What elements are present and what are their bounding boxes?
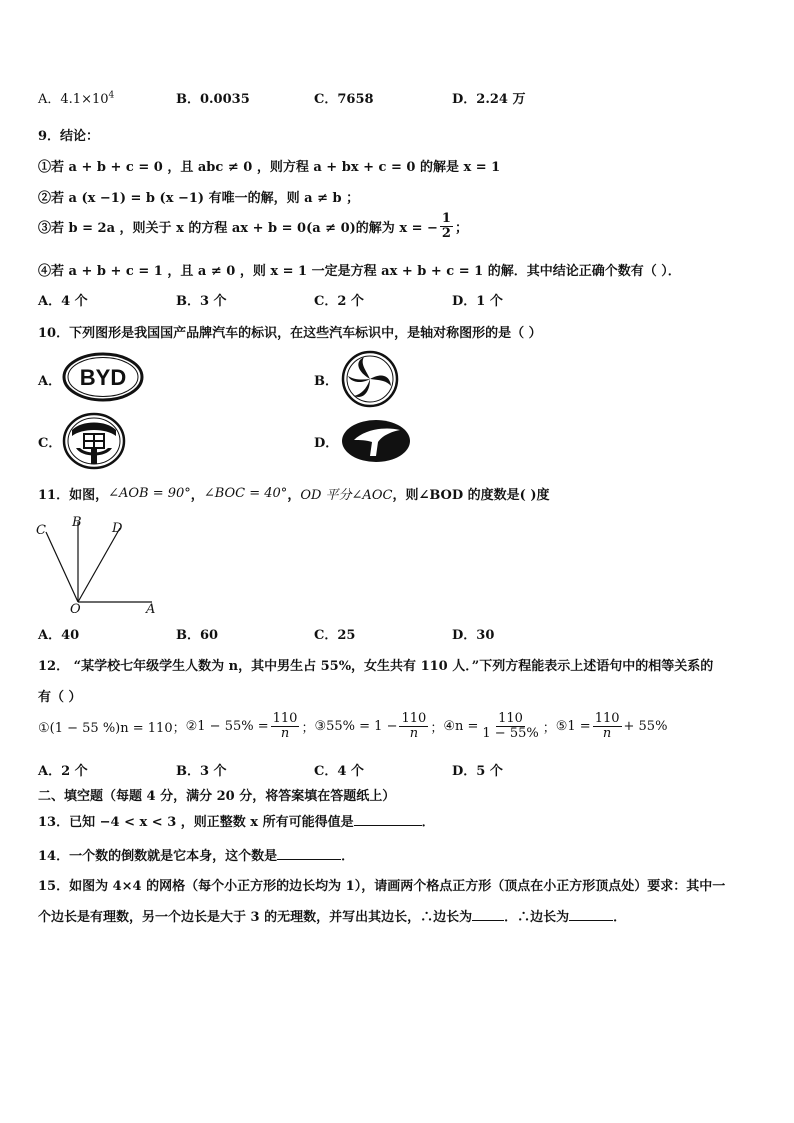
swirl-logo-icon [340, 350, 400, 408]
q11-separator-1: ， [190, 488, 204, 503]
ray-oc [46, 532, 78, 602]
q12-equation-2-left: ②1 − 55% = [185, 718, 269, 734]
q10-label-d: D． [314, 436, 339, 451]
q12-option-b: B．3 个 [176, 764, 227, 779]
point-d-label: D [112, 521, 123, 536]
q8-option-a-exponent: 4 [108, 90, 115, 101]
q12-equation-3-left: ③55% = 1 − [314, 718, 398, 734]
q15-answer-blank-1[interactable] [472, 919, 504, 921]
q9-statement-3 [38, 212, 468, 240]
ray-od [78, 528, 120, 602]
q12-equation-1: ①(1 − 55 %)n = 110； [38, 720, 186, 736]
q12-equation-4-end: ； [542, 720, 556, 736]
q9-option-c: C．2 个 [314, 294, 364, 309]
fraction-numerator: 110 [498, 711, 523, 726]
q11-option-d: D．30 [452, 628, 495, 643]
q11-angle-diagram [32, 512, 162, 616]
oval-logo-icon [340, 418, 412, 464]
fraction-denominator: 1 − 55% [482, 725, 539, 741]
q12-equation-3-end: ； [430, 720, 444, 736]
point-a-label: A [146, 602, 156, 616]
fraction-numerator: 110 [594, 711, 620, 726]
q8-option-a-value: 4.1×10 [60, 92, 109, 107]
q9-option-d: D．1 个 [452, 294, 503, 309]
q12-equation-5-fraction [593, 712, 622, 740]
q9-title: 9．结论： [38, 129, 100, 144]
q8-option-d: D．2.24 万 [452, 92, 526, 107]
q11-stem-question: ，则∠BOD 的度数是( )度 [392, 488, 550, 503]
q11-bisector: OD 平分∠AOC [300, 488, 393, 503]
q15-text: 个边长是有理数，另一个边长是大于 3 的无理数，并写出其边长，∴边长为 [38, 910, 473, 925]
q14-answer-blank[interactable] [277, 858, 341, 860]
q9-statement-3-end: ； [454, 220, 468, 236]
brilliance-logo-icon [62, 412, 126, 470]
q11-option-a: A．40 [38, 628, 80, 643]
fraction-denominator: n [602, 725, 612, 741]
fraction-denominator: n [280, 725, 290, 741]
q10-stem: 10．下列图形是我国国产品牌汽车的标识，在这些汽车标识中，是轴对称图形的是（ ） [38, 326, 542, 341]
q13 [38, 811, 435, 830]
q11-separator-2: ， [287, 488, 301, 503]
q8-option-b: B．0.0035 [176, 92, 250, 107]
byd-logo-icon [62, 352, 144, 402]
q15-text-middle: ．∴边长为 [504, 910, 570, 925]
q9-statement-2: ②若 a (x −1) = b (x −1) 有唯一的解，则 a ≠ b ； [38, 191, 360, 206]
q12-equation-5-left: ⑤1 = [555, 718, 591, 734]
byd-logo-text: BYD [79, 365, 127, 390]
fraction-denominator: 2 [441, 225, 451, 241]
q15-line-2 [38, 906, 626, 925]
q12-equation-5-end: + 55% [623, 718, 668, 734]
q10-label-c: C． [38, 436, 62, 451]
q8-option-a-label: A． [38, 92, 61, 107]
q14 [38, 845, 354, 864]
fraction-denominator: n [409, 725, 419, 741]
q8-option-c: C．7658 [314, 92, 374, 107]
q11-stem [38, 484, 550, 503]
point-c-label: C [36, 523, 46, 538]
q9-option-b: B．3 个 [176, 294, 227, 309]
q11-angle-boc: ∠BOC = 40° [203, 486, 288, 501]
q11-option-b: B．60 [176, 628, 219, 643]
q13-answer-blank[interactable] [354, 824, 422, 826]
q15-end: ． [613, 910, 627, 925]
fraction-numerator: 110 [272, 711, 298, 726]
q12-equation-2-fraction [271, 712, 300, 740]
q8-option-a [38, 88, 114, 107]
section-2-heading: 二、填空题（每题 4 分，满分 20 分，将答案填在答题纸上） [38, 789, 396, 804]
q12-equation-2-end: ； [301, 720, 315, 736]
q14-end: ． [341, 849, 355, 864]
q9-statement-3-text: ③若 b = 2a ，则关于 x 的方程 ax + b = 0(a ≠ 0)的解为 x = − [38, 220, 438, 236]
q11-stem-intro: 11．如图， [38, 488, 109, 503]
q13-end: ． [421, 815, 435, 830]
q11-option-c: C．25 [314, 628, 356, 643]
fraction-numerator: 110 [401, 711, 427, 726]
fraction-numerator: 1 [441, 211, 451, 226]
q9-statement-1: ①若 a + b + c = 0 ，且 abc ≠ 0 ，则方程 a + bx + c = 0 的解是 x = 1 [38, 160, 501, 175]
q10-label-b: B． [314, 374, 338, 389]
q15-answer-blank-2[interactable] [569, 919, 613, 921]
q10-label-a: A． [38, 374, 62, 389]
q15-line-1: 15．如图为 4×4 的网格（每个小正方形的边长均为 1），请画两个格点正方形（顶点在小正方形顶点处）要求：其中一 [38, 879, 726, 894]
point-b-label: B [72, 515, 82, 530]
q9-statement-4: ④若 a + b + c = 1 ，且 a ≠ 0 ，则 x = 1 一定是方程 ax + b + c = 1 的解．其中结论正确个数有（ ）． [38, 264, 681, 279]
point-o-label: O [70, 602, 81, 616]
q12-option-a: A．2 个 [38, 764, 88, 779]
q11-angle-aob: ∠AOB = 90° [108, 486, 191, 501]
q12-equation-4-left: ④n = [443, 718, 479, 734]
q12-option-d: D．5 个 [452, 764, 503, 779]
q9-fraction-one-half [440, 212, 453, 240]
q12-stem-line-1: 12． “某学校七年级学生人数为 n，其中男生占 55%，女生共有 110 人．”下列方程能表示上述语句中的相等关系的 [38, 659, 714, 674]
q12-equation-4-fraction [480, 712, 540, 740]
q9-option-a: A．4 个 [38, 294, 88, 309]
q13-text: 13．已知 −4 < x < 3 ，则正整数 x 所有可能得值是 [38, 815, 354, 830]
q12-stem-line-2: 有（ ） [38, 690, 82, 705]
q12-equations [38, 712, 667, 740]
q12-option-c: C．4 个 [314, 764, 364, 779]
q12-equation-3-fraction [399, 712, 428, 740]
q14-text: 14．一个数的倒数就是它本身，这个数是 [38, 849, 278, 864]
